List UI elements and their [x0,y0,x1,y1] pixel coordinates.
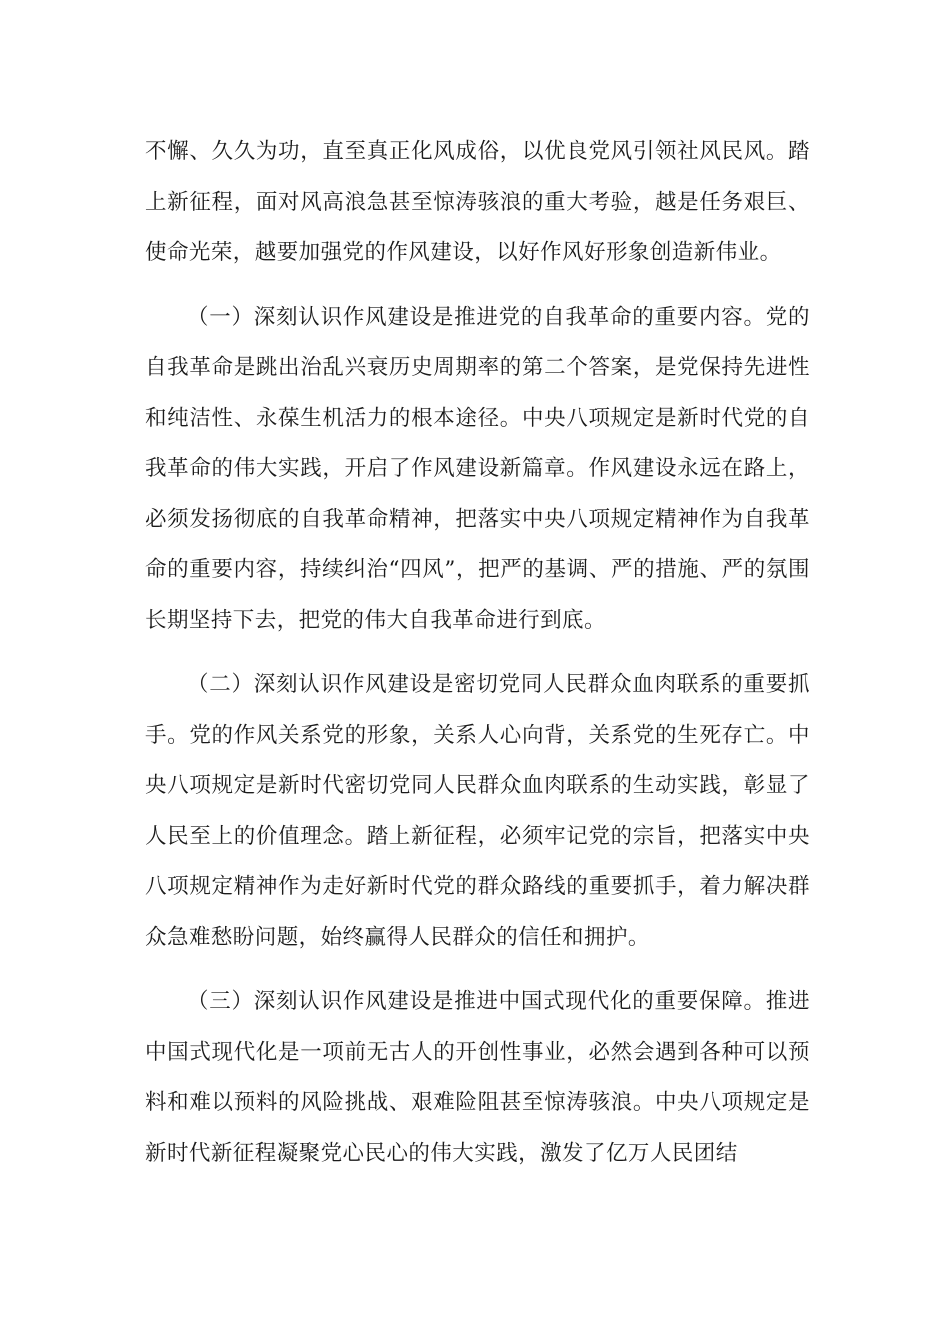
paragraph-section-3: （三）深刻认识作风建设是推进中国式现代化的重要保障。推进中国式现代化是一项前无古人的开创性事业，必然会遇到各种可以预料和难以预料的风险挑战、艰难险阻甚至惊涛骇浪。中央八项规定是新时代新征程凝聚党心民心的伟大实践，激发了亿万人民团结 [145,989,810,1166]
paragraph-continuation: 不懈、久久为功，直至真正化风成俗，以优良党风引领社风民风。踏上新征程，面对风高浪急甚至惊涛骇浪的重大考验，越是任务艰巨、使命光荣，越要加强党的作风建设，以好作风好形象创造新伟业。 [145,139,810,265]
paragraph-section-1: （一）深刻认识作风建设是推进党的自我革命的重要内容。党的自我革命是跳出治乱兴衰历史周期率的第二个答案，是党保持先进性和纯洁性、永葆生机活力的根本途径。中央八项规定是新时代党的自我革命的伟大实践，开启了作风建设新篇章。作风建设永远在路上，必须发扬彻底的自我革命精神，把落实中央八项规定精神作为自我革命的重要内容，持续纠治“四风”，把严的基调、严的措施、严的氛围长期坚持下去，把党的伟大自我革命进行到底。 [145,304,810,633]
paragraph-section-2: （二）深刻认识作风建设是密切党同人民群众血肉联系的重要抓手。党的作风关系党的形象，关系人心向背，关系党的生死存亡。中央八项规定是新时代密切党同人民群众血肉联系的生动实践，彰显了人民至上的价值理念。踏上新征程，必须牢记党的宗旨，把落实中央八项规定精神作为走好新时代党的群众路线的重要抓手，着力解决群众急难愁盼问题，始终赢得人民群众的信任和拥护。 [145,672,810,950]
document-body [145,127,810,1179]
